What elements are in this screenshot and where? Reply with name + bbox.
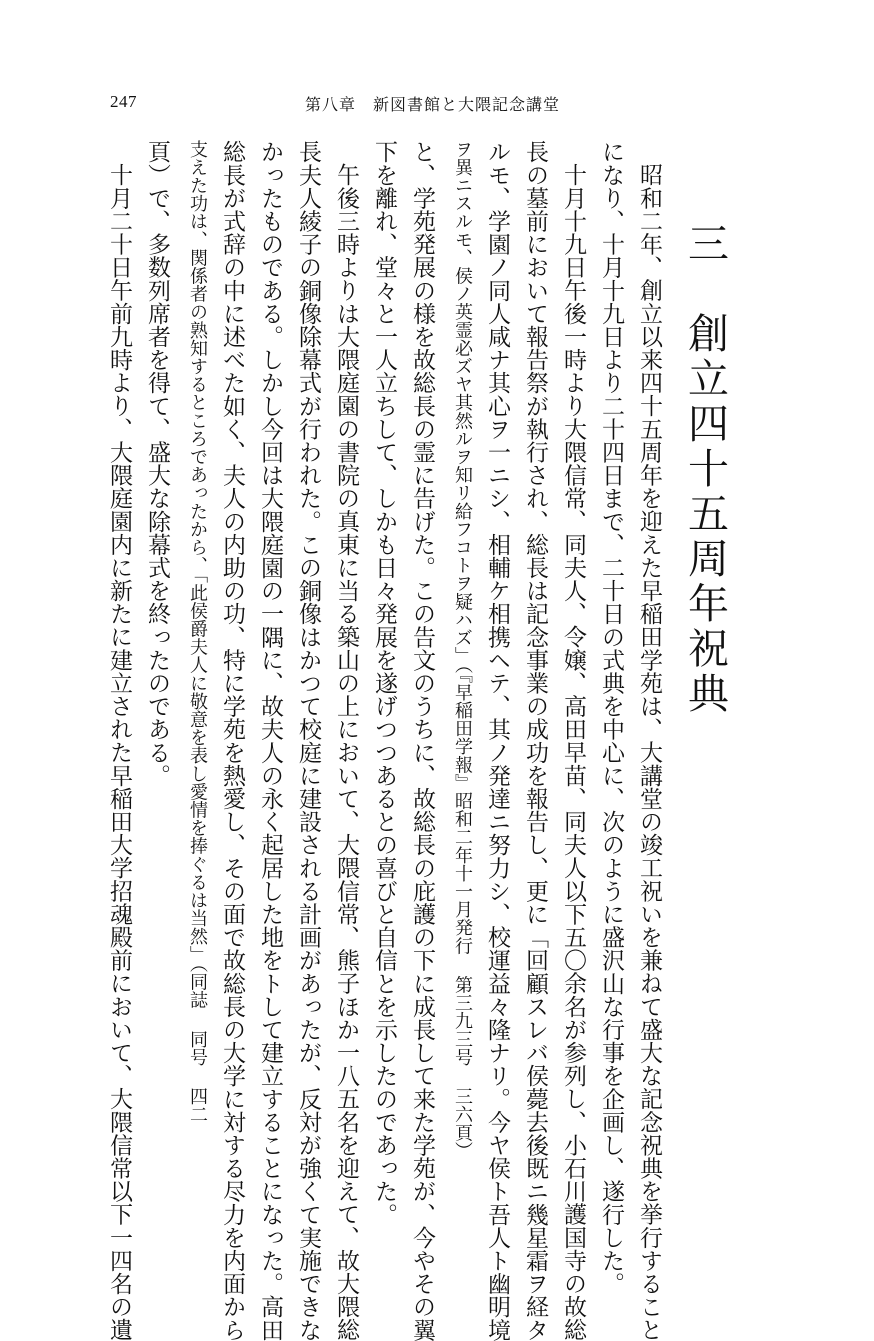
body-line-6: ヲ異ニスルモ、侯ノ英霊必ズヤ其然ルヲ知リ給フコトヲ疑ハズ」（『早稲田学報』昭和二年十一月発行 第三九三号 三六頁）	[452, 140, 473, 1160]
body-line-7: と、学苑発展の様を故総長の霊に告げた。この告文のうちに、故総長の庇護の下に成長して来た学苑が、今やその翼	[409, 140, 435, 1341]
page-number: 247	[110, 92, 137, 111]
body-line-5: ルモ、学園ノ同人咸ナ其心ヲ一ニシ、相輔ケ相携ヘテ、其ノ発達ニ努力シ、校運益々隆ナリ。今ヤ侯ト吾人ト幽明境	[484, 140, 510, 1341]
body-line-2: になり、十月十九日より二十四日まで、二十日の式典を中心に、次のように盛沢山な行事を企画し、遂行した。	[598, 140, 624, 1295]
body-line-1: 昭和二年、創立以来四十五周年を迎えた早稲田学苑は、大講堂の竣工祝いを兼ねて盛大な記念祝典を挙行すること	[636, 163, 662, 1341]
body-line-14: 頁）で、多数列席者を得て、盛大な除幕式を終ったのである。	[144, 140, 170, 787]
body-line-10: 長夫人綾子の銅像除幕式が行われた。この銅像はかつて校庭に建設される計画があったが、反対が強くて実施できな	[295, 140, 321, 1341]
body-line-11: かったものである。しかし今回は大隈庭園の一隅に、故夫人の永く起居した地をトして建立することになった。高田	[257, 140, 283, 1341]
section-title: 三 創立四十五周年祝典	[681, 222, 729, 717]
running-head: 第八章 新図書館と大隈記念講堂	[305, 95, 561, 114]
body-line-12: 総長が式辞の中に述べた如く、夫人の内助の功、特に学苑を熱愛し、その面で故総長の大学に対する尽力を内面から	[219, 140, 245, 1341]
body-line-13: 支えた功は、関係者の熟知するところであったから、「此侯爵夫人に敬意を表し愛情を捧ぐるは当然」（同誌 同号 四二	[187, 140, 208, 1124]
body-line-9: 午後三時よりは大隈庭園の書院の真東に当る築山の上において、大隈信常、熊子ほか一八五名を迎えて、故大隈総	[333, 163, 359, 1341]
body-line-8: 下を離れ、堂々と一人立ちして、しかも日々発展を遂げつつあるとの喜びと自信とを示したのであった。	[371, 140, 397, 1226]
body-line-4: 長の墓前において報告祭が執行され、総長は記念事業の成功を報告し、更に「回顧スレバ侯薨去後既ニ幾星霜ヲ経タ	[522, 140, 548, 1341]
body-line-3: 十月十九日午後一時より大隈信常、同夫人、令嬢、高田早苗、同夫人以下五〇余名が参列し、小石川護国寺の故総	[560, 163, 586, 1341]
body-line-15: 十月二十日午前九時より、大隈庭園内に新たに建立された早稲田大学招魂殿前において、大隈信常以下一四名の遺	[106, 163, 132, 1341]
